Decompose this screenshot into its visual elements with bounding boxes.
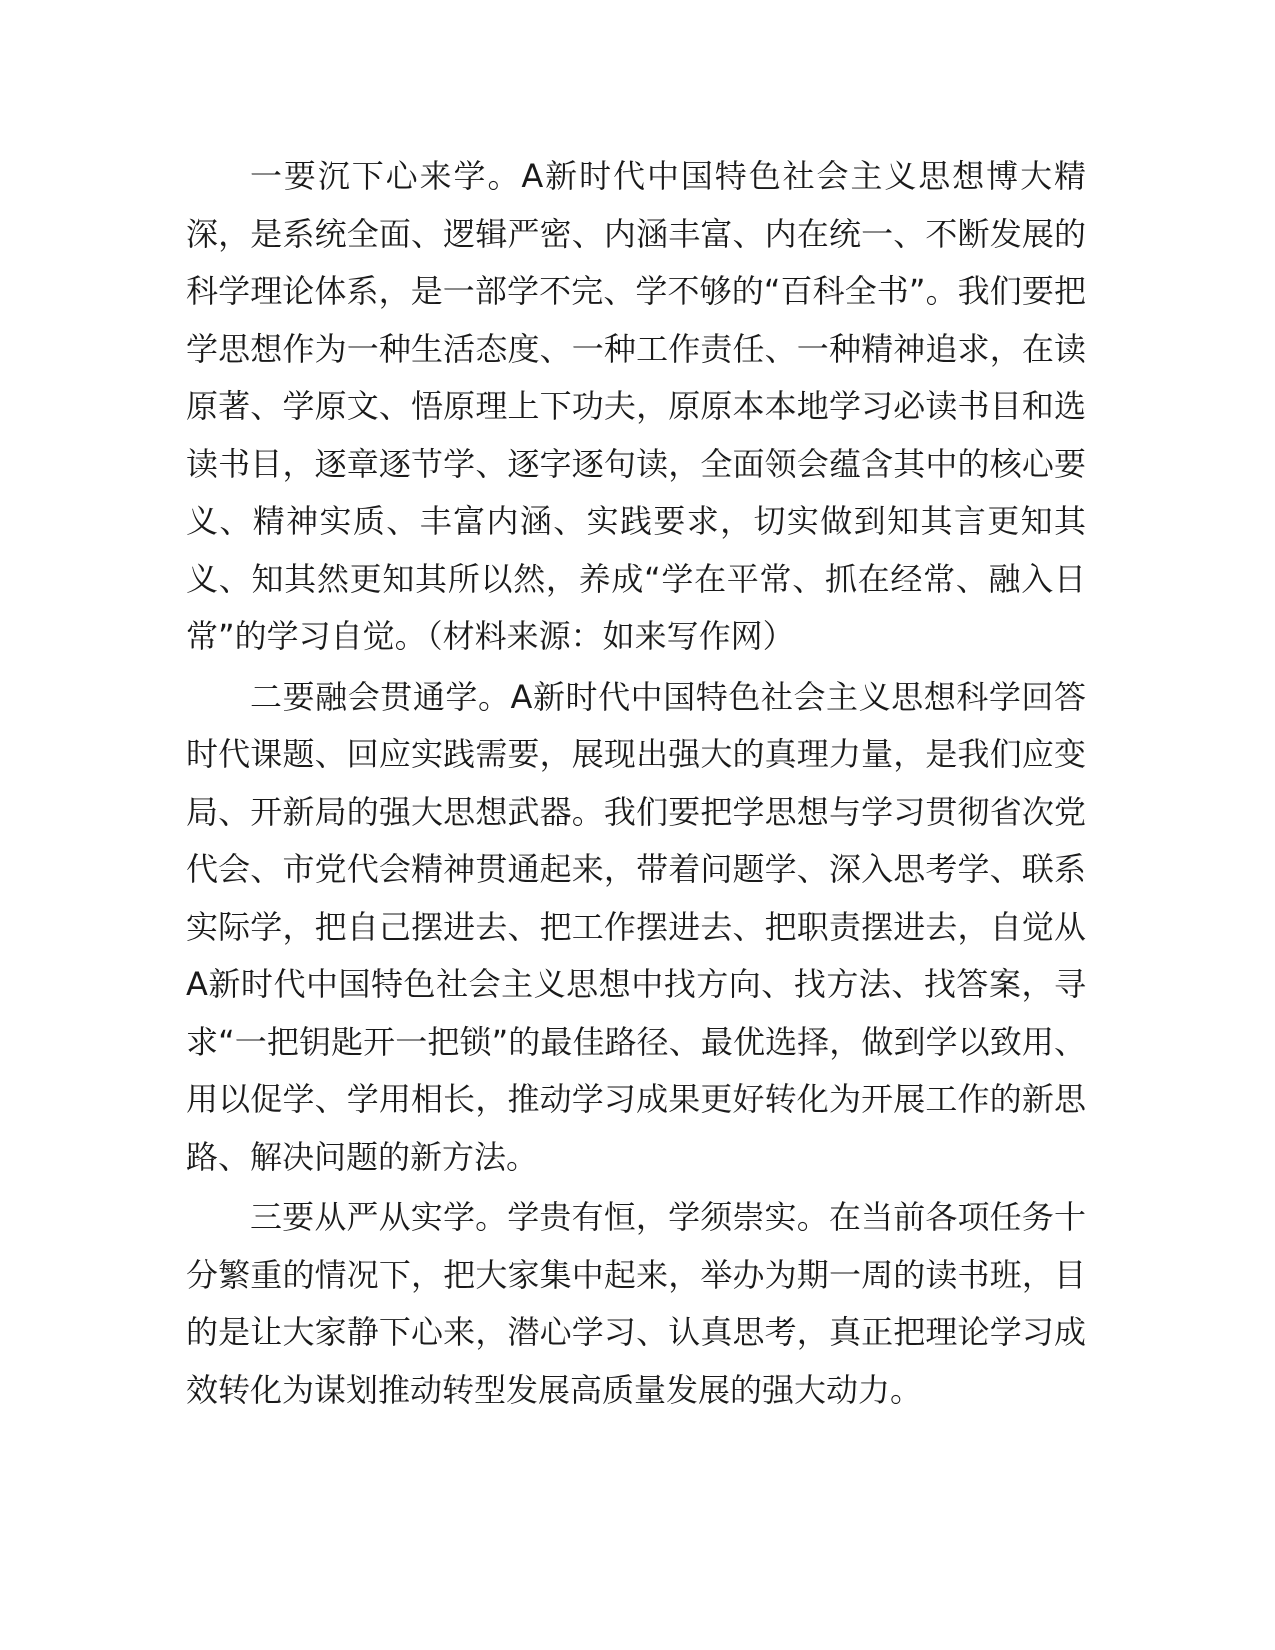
paragraph-2: 二要融会贯通学。A新时代中国特色社会主义思想科学回答时代课题、回应实践需要，展现出强大的真理力量，是我们应变局、开新局的强大思想武器。我们要把学思想与学习贯彻省次党代会、市党代会精神贯通起来，带着问题学、深入思考学、联系实际学，把自己摆进去、把工作摆进去、把职责摆进去，自觉从A新时代中国特色社会主义思想中找方向、找方法、找答案，寻求“一把钥匙开一把锁”的最佳路径、最优选择，做到学以致用、用以促学、学用相长，推动学习成果更好转化为开展工作的新思路、解决问题的新方法。 [186, 677, 1086, 1176]
document-body [186, 148, 1086, 1422]
paragraph-1: 一要沉下心来学。A新时代中国特色社会主义思想博大精深，是系统全面、逻辑严密、内涵丰富、内在统一、不断发展的科学理论体系，是一部学不完、学不够的“百科全书”。我们要把学思想作为一种生活态度、一种工作责任、一种精神追求，在读原著、学原文、悟原理上下功夫，原原本本地学习必读书目和选读书目，逐章逐节学、逐字逐句读，全面领会蕴含其中的核心要义、精神实质、丰富内涵、实践要求，切实做到知其言更知其义、知其然更知其所以然，养成“学在平常、抓在经常、融入日常”的学习自觉。（材料来源：如来写作网） [186, 157, 1086, 655]
paragraph-3: 三要从严从实学。学贵有恒，学须崇实。在当前各项任务十分繁重的情况下，把大家集中起来，举办为期一周的读书班，目的是让大家静下心来，潜心学习、认真思考，真正把理论学习成效转化为谋划推动转型发展高质量发展的强大动力。 [186, 1198, 1086, 1409]
